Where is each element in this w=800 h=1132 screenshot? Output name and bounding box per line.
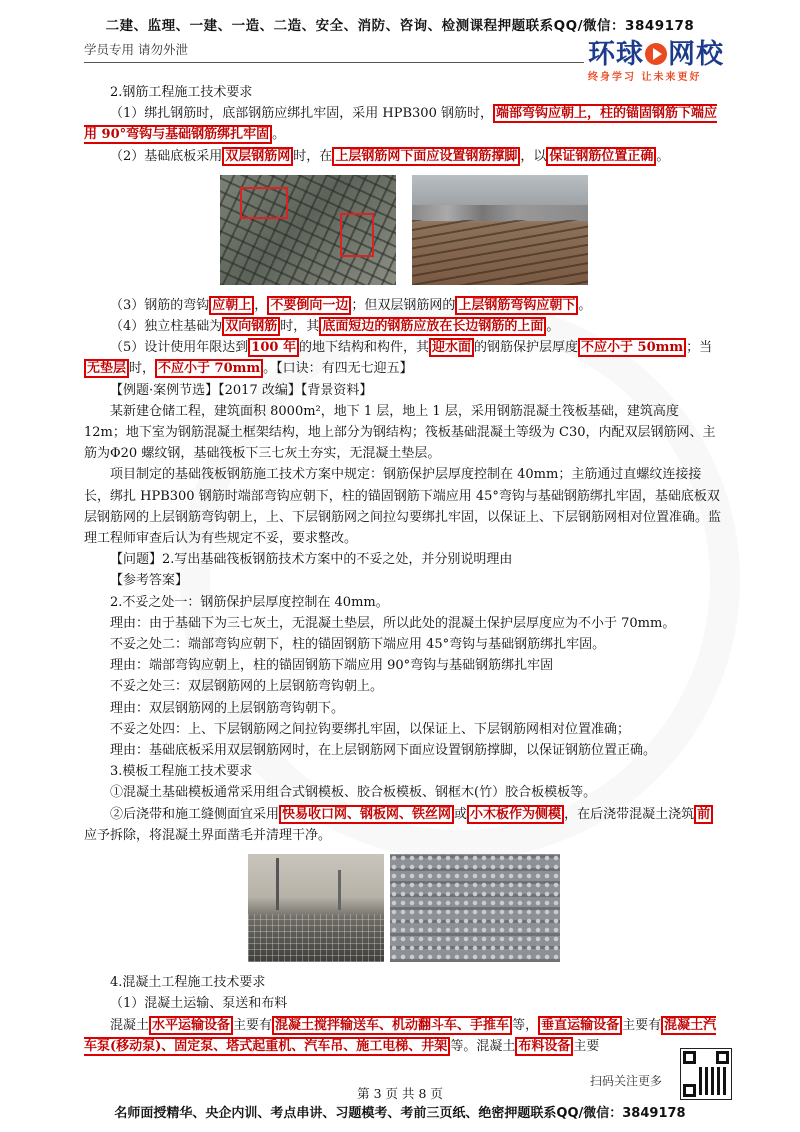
rebar-mesh-photo bbox=[220, 175, 396, 285]
highlight: 双层钢筋网 bbox=[222, 147, 293, 166]
highlight: 布料设备 bbox=[515, 1037, 573, 1056]
paragraph: ②后浇带和施工缝侧面宜采用 快易收口网、钢板网、铁丝网 或 小木板作为侧模 ，在后浇带混凝土浇筑 前应予拆除，将混凝土界面凿毛并清理干净。 bbox=[84, 804, 724, 846]
highlight: 应朝上 bbox=[209, 296, 254, 315]
example-heading: 【例题·案例节选】【2017 改编】【背景资料】 bbox=[110, 382, 373, 398]
highlight: 双向钢筋 bbox=[222, 317, 280, 336]
answer-reason: 理由：由于基础下为三七灰土，无混凝土垫层，所以此处的混凝土保护层厚度应为不小于 70mm。 bbox=[110, 615, 676, 631]
logo-text-right: 网校 bbox=[668, 39, 724, 70]
logo-slogan: 终身学习 让未来更好 bbox=[588, 72, 702, 83]
top-banner: 二建、监理、一建、一造、二造、安全、消防、咨询、检测课程押题联系QQ/微信：3849178 bbox=[105, 18, 695, 34]
quick-mesh-photo bbox=[390, 854, 560, 962]
section-title: 3.模板工程施工技术要求 bbox=[110, 764, 253, 780]
paragraph: （1）绑扎钢筋时，底部钢筋应绑扎牢固，采用 HPB300 钢筋时， 端部弯钩应朝上，柱的锚固钢筋下端应用 90°弯钩与基础钢筋绑扎牢固 。 bbox=[84, 106, 718, 143]
student-only-note: 学员专用 请勿外泄 bbox=[84, 42, 188, 57]
answer-item: 不妥之处三：双层钢筋网的上层钢筋弯钩朝上。 bbox=[110, 679, 384, 695]
answer-reason: 理由：端部弯钩应朝上，柱的锚固钢筋下端应用 90°弯钩与基础钢筋绑扎牢固 bbox=[110, 658, 554, 674]
paragraph: （3）钢筋的弯钩 应朝上 ， 不要倒向一边 ；但双层钢筋网的 上层钢筋弯钩应朝下 。 bbox=[110, 297, 592, 313]
answer-item: 不妥之处二：端部弯钩应朝下，柱的锚固钢筋下端应用 45°弯钩与基础钢筋绑扎牢固。 bbox=[110, 637, 606, 653]
logo-text-left: 环球 bbox=[588, 39, 644, 70]
highlight: 端部弯钩应朝上，柱的锚固钢筋下端应用 90°弯钩与基础钢筋绑扎牢固 bbox=[84, 106, 718, 143]
highlight: 垂直运输设备 bbox=[538, 1016, 622, 1035]
highlight: 上层钢筋网下面应设置钢筋撑脚 bbox=[332, 147, 520, 166]
paragraph: （2）基础底板采用 双层钢筋网 时，在 上层钢筋网下面应设置钢筋撑脚 ，以 保证钢筋位置正确 。 bbox=[110, 148, 670, 164]
paragraph: 混凝土 水平运输设备 主要有 混凝土搅拌输送车、机动翻斗车、手推车 等， 垂直运输设备 主要有 混凝土汽车泵(移动泵)、固定泵、塔式起重机、汽车吊、施工电梯、井架 等。混凝土 布料设备 主要 bbox=[84, 1017, 717, 1054]
highlight: 水平运输设备 bbox=[149, 1016, 233, 1035]
highlight: 100 年 bbox=[248, 338, 299, 357]
play-icon bbox=[645, 43, 667, 65]
construction-site-photo bbox=[248, 854, 384, 962]
qr-caption: 扫码关注更多 bbox=[590, 1074, 663, 1088]
paragraph: ①混凝土基础模板通常采用组合式钢模板、胶合板模板、钢框木(竹）胶合板模板等。 bbox=[110, 785, 597, 801]
highlight: 不应小于 70mm bbox=[155, 359, 263, 378]
background-paragraph: 项目制定的基础筏板钢筋施工技术方案中规定：钢筋保护层厚度控制在 40mm；主筋通过直螺纹连接接长，绑扎 HPB300 钢筋时端部弯钩应朝下，柱的锚固钢筋下端应用 45°弯钩与基础钢筋绑扎牢固，基础底板双层钢筋网的上层钢筋弯钩朝上，上、下层钢筋网之间拉勾要绑扎牢固，以保证上、下层钢筋网相对位置准确。监理工程师审查后认为有些规定不妥，要求整改。 bbox=[84, 467, 722, 547]
section-title: 4.混凝土工程施工技术要求 bbox=[110, 975, 266, 991]
subsection-title: （1）混凝土运输、泵送和布料 bbox=[110, 996, 288, 1012]
answer-reason: 理由：基础底板采用双层钢筋网时，在上层钢筋网下面应设置钢筋撑脚，以保证钢筋位置正确。 bbox=[110, 743, 657, 759]
logo bbox=[588, 32, 748, 83]
paragraph: （4）独立柱基础为 双向钢筋 时，其 底面短边的钢筋应放在长边钢筋的上面 。 bbox=[110, 319, 560, 335]
formwork-photos bbox=[84, 854, 724, 962]
highlight: 不要倒向一边 bbox=[267, 296, 351, 315]
rebar-photos bbox=[84, 175, 724, 285]
page-content bbox=[84, 82, 724, 1057]
highlight: 无垫层 bbox=[84, 359, 129, 378]
answer-reason: 理由：双层钢筋网的上层钢筋弯钩朝下。 bbox=[110, 700, 345, 716]
highlight: 不应小于 50mm bbox=[578, 338, 686, 357]
section-title: 2.钢筋工程施工技术要求 bbox=[110, 85, 253, 100]
highlight: 混凝土搅拌输送车、机动翻斗车、手推车 bbox=[272, 1016, 512, 1035]
highlight: 保证钢筋位置正确 bbox=[546, 147, 656, 166]
highlight: 快易收口网、钢板网、铁丝网 bbox=[279, 805, 454, 824]
answer-item: 不妥之处四：上、下层钢筋网之间拉钩要绑扎牢固，以保证上、下层钢筋网相对位置准确； bbox=[110, 721, 631, 737]
page-number: 第 3 页 共 8 页 bbox=[357, 1086, 443, 1101]
highlight: 迎水面 bbox=[429, 338, 474, 357]
answer-heading: 【参考答案】 bbox=[110, 573, 189, 589]
highlight: 前 bbox=[694, 805, 713, 824]
answer-item: 2.不妥之处一：钢筋保护层厚度控制在 40mm。 bbox=[110, 594, 389, 610]
highlight: 混凝土汽车泵(移动泵)、固定泵、塔式起重机、汽车吊、施工电梯、井架 bbox=[84, 1017, 717, 1054]
paragraph: （5）设计使用年限达到 100 年 的地下结构和构件，其 迎水面 的钢筋保护层厚度 不应小于 50mm ；当无垫层 时， 不应小于 70mm 。【口诀：有四无七迎五】 bbox=[84, 337, 724, 379]
background-paragraph: 某新建仓储工程，建筑面积 8000m²，地下 1 层，地上 1 层，采用钢筋混凝土筏板基础，建筑高度 12m；地下室为钢筋混凝土框架结构，地上部分为钢结构；筏板基础混凝土等级为 C30，内配双层钢筋网、主筋为Φ20 螺纹钢，基础筏板下三七灰土夯实，无混凝土垫层。 bbox=[84, 403, 716, 462]
header-divider bbox=[84, 62, 584, 63]
bottom-banner: 名师面授精华、央企内训、考点串讲、习题模考、考前三页纸、绝密押题联系QQ/微信：3849178 bbox=[114, 1106, 686, 1121]
question: 【问题】2.写出基础筏板钢筋技术方案中的不妥之处，并分别说明理由 bbox=[110, 552, 513, 568]
highlight: 小木板作为侧模 bbox=[467, 805, 564, 824]
highlight: 底面短边的钢筋应放在长边钢筋的上面 bbox=[319, 317, 546, 336]
rebar-site-photo bbox=[412, 175, 588, 285]
highlight: 上层钢筋弯钩应朝下 bbox=[455, 296, 578, 315]
